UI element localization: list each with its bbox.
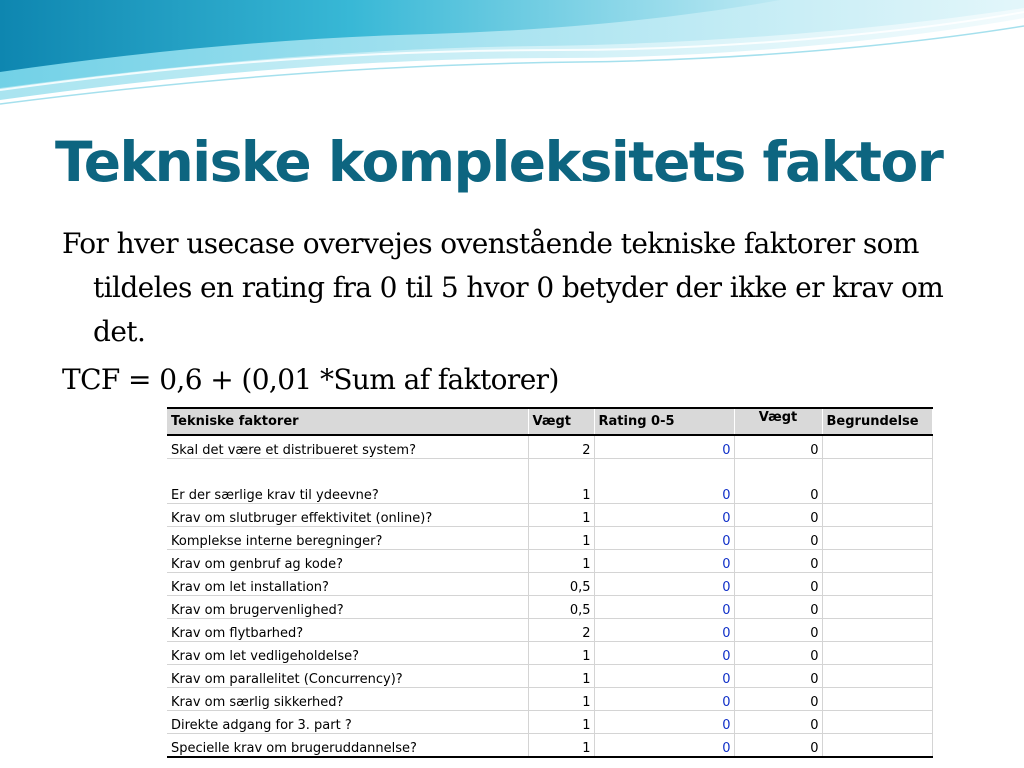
factor-cell: Krav om brugervenlighed?: [167, 596, 528, 619]
table-row: [167, 504, 932, 527]
weight-cell: 1: [528, 688, 594, 711]
weighted-cell: 0: [734, 711, 822, 734]
weight-cell: 2: [528, 435, 594, 459]
factor-cell: Skal det være et distribueret system?: [167, 435, 528, 459]
header-technical-factors: Tekniske faktorer: [167, 408, 528, 435]
factor-cell: Krav om genbruf ag kode?: [167, 550, 528, 573]
reason-cell[interactable]: [822, 642, 932, 665]
factor-cell: Komplekse interne beregninger?: [167, 527, 528, 550]
reason-cell[interactable]: [822, 435, 932, 459]
weight-cell: 1: [528, 642, 594, 665]
table-row: [167, 711, 932, 734]
table-header-row: [167, 408, 932, 435]
rating-cell[interactable]: 0: [594, 665, 734, 688]
header-wave-decoration: [0, 0, 1024, 120]
rating-cell[interactable]: 0: [594, 688, 734, 711]
header-reason: Begrundelse: [822, 408, 932, 435]
rating-cell[interactable]: 0: [594, 573, 734, 596]
factor-cell: Krav om let installation?: [167, 573, 528, 596]
rating-cell[interactable]: 0: [594, 504, 734, 527]
rating-cell[interactable]: 0: [594, 734, 734, 758]
slide-title: Tekniske kompleksitets faktor: [55, 130, 943, 194]
factor-cell: Krav om parallelitet (Concurrency)?: [167, 665, 528, 688]
table-row: [167, 596, 932, 619]
weighted-cell: 0: [734, 459, 822, 504]
reason-cell[interactable]: [822, 459, 932, 504]
reason-cell[interactable]: [822, 619, 932, 642]
rating-cell[interactable]: 0: [594, 527, 734, 550]
table-row: [167, 435, 932, 459]
weighted-cell: 0: [734, 504, 822, 527]
header-rating: Rating 0-5: [594, 408, 734, 435]
reason-cell[interactable]: [822, 573, 932, 596]
weight-cell: 1: [528, 665, 594, 688]
table-row: [167, 619, 932, 642]
header-weighted: Vægt: [734, 408, 822, 435]
factor-cell: Krav om slutbruger effektivitet (online)?: [167, 504, 528, 527]
weighted-cell: 0: [734, 527, 822, 550]
weighted-cell: 0: [734, 642, 822, 665]
table-row: [167, 642, 932, 665]
weighted-cell: 0: [734, 435, 822, 459]
weight-cell: 1: [528, 504, 594, 527]
rating-cell[interactable]: 0: [594, 711, 734, 734]
factor-cell: Direkte adgang for 3. part ?: [167, 711, 528, 734]
factor-cell: Specielle krav om brugeruddannelse?: [167, 734, 528, 758]
weight-cell: 1: [528, 459, 594, 504]
factor-cell: Krav om let vedligeholdelse?: [167, 642, 528, 665]
rating-cell[interactable]: 0: [594, 435, 734, 459]
formula-paragraph: TCF = 0,6 + (0,01 *Sum af faktorer): [62, 363, 559, 396]
reason-cell[interactable]: [822, 527, 932, 550]
weighted-cell: 0: [734, 688, 822, 711]
weight-cell: 1: [528, 711, 594, 734]
factor-cell: Krav om særlig sikkerhed?: [167, 688, 528, 711]
factor-cell: Er der særlige krav til ydeevne?: [167, 459, 528, 504]
rating-cell[interactable]: 0: [594, 459, 734, 504]
table-row: [167, 527, 932, 550]
rating-cell[interactable]: 0: [594, 596, 734, 619]
weight-cell: 0,5: [528, 596, 594, 619]
table-row: [167, 665, 932, 688]
table-row: [167, 688, 932, 711]
table-row: [167, 573, 932, 596]
weight-cell: 1: [528, 527, 594, 550]
rating-cell[interactable]: 0: [594, 619, 734, 642]
rating-cell[interactable]: 0: [594, 550, 734, 573]
reason-cell[interactable]: [822, 734, 932, 758]
weighted-cell: 0: [734, 550, 822, 573]
factor-cell: Krav om flytbarhed?: [167, 619, 528, 642]
weight-cell: 1: [528, 734, 594, 758]
weighted-cell: 0: [734, 573, 822, 596]
table-row: [167, 459, 932, 504]
weighted-cell: 0: [734, 596, 822, 619]
weight-cell: 0,5: [528, 573, 594, 596]
weight-cell: 1: [528, 550, 594, 573]
weighted-cell: 0: [734, 619, 822, 642]
description-paragraph: For hver usecase overvejes ovenstående tekniske faktorer som tildeles en rating fra 0 til 5 hvor 0 betyder der ikke er krav om det.: [62, 227, 944, 348]
reason-cell[interactable]: [822, 688, 932, 711]
table-row: [167, 550, 932, 573]
reason-cell[interactable]: [822, 665, 932, 688]
weighted-cell: 0: [734, 665, 822, 688]
reason-cell[interactable]: [822, 550, 932, 573]
rating-cell[interactable]: 0: [594, 642, 734, 665]
slide-body: [62, 222, 972, 402]
technical-factors-table: [167, 407, 933, 758]
header-weight: Vægt: [528, 408, 594, 435]
weighted-cell: 0: [734, 734, 822, 758]
weight-cell: 2: [528, 619, 594, 642]
table-row: [167, 734, 932, 758]
reason-cell[interactable]: [822, 504, 932, 527]
reason-cell[interactable]: [822, 596, 932, 619]
reason-cell[interactable]: [822, 711, 932, 734]
